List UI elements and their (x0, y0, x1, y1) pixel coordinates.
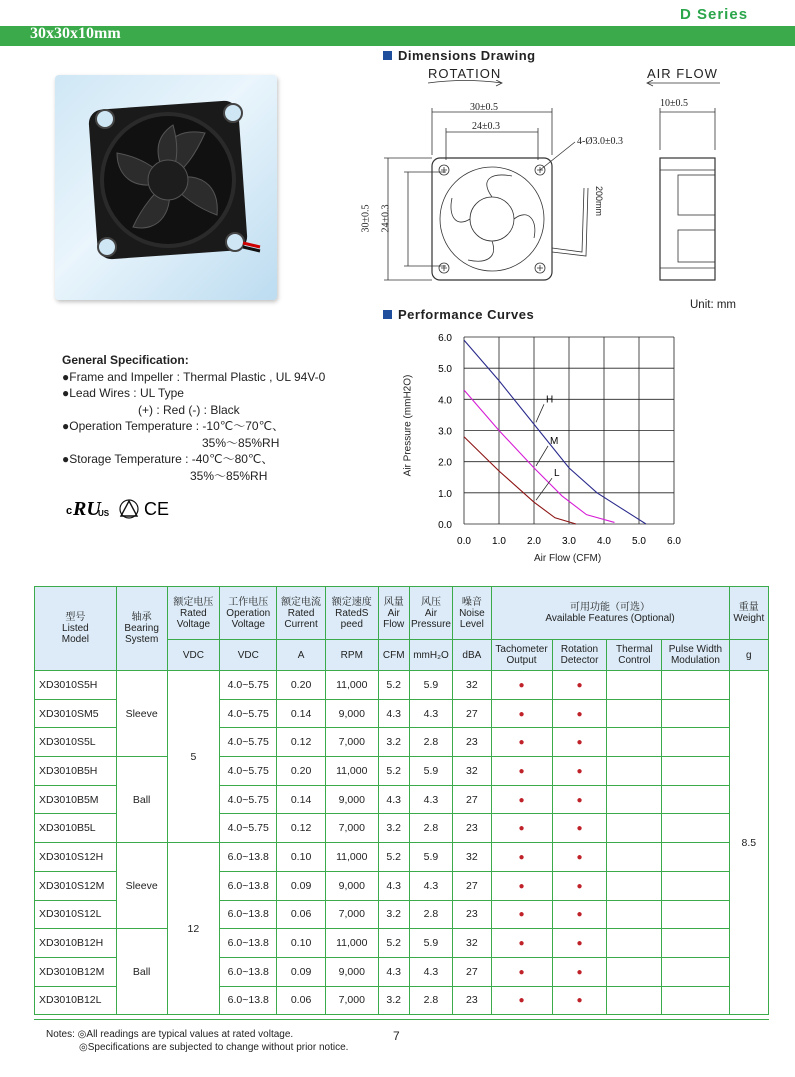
chart-xlabel: Air Flow (CFM) (534, 553, 602, 564)
feature-dot-icon: ● (518, 823, 525, 835)
feature-dot-icon: ● (518, 851, 525, 863)
cell-noise: 32 (453, 843, 491, 872)
cell-air-flow: 5.2 (378, 843, 409, 872)
cell-current: 0.06 (277, 900, 326, 929)
cell-speed: 11,000 (325, 671, 378, 700)
cell-current: 0.10 (277, 929, 326, 958)
cell-speed: 11,000 (325, 843, 378, 872)
performance-chart (400, 326, 700, 571)
cell-noise: 23 (453, 900, 491, 929)
cell-operation-voltage: 4.0~5.75 (220, 699, 277, 728)
spec-table-body (35, 671, 769, 1015)
cell-rotation-detector (552, 814, 607, 843)
cell-operation-voltage: 6.0~13.8 (220, 986, 277, 1015)
spec-op-rh: 35%～85%RH (202, 435, 280, 450)
cell-operation-voltage: 4.0~5.75 (220, 785, 277, 814)
feature-dot-icon: ● (576, 823, 583, 835)
feat-rotation-detector: Rotation Detector (552, 640, 607, 671)
cell-pwm (662, 728, 729, 757)
cell-current: 0.20 (277, 757, 326, 786)
unit-noise-level: dBA (453, 640, 491, 671)
cell-bearing: Sleeve (116, 671, 167, 757)
dim-height-30: 30±0.5 (360, 204, 372, 233)
unit-rated-speed: RPM (325, 640, 378, 671)
cell-operation-voltage: 6.0~13.8 (220, 957, 277, 986)
chart-lines (464, 340, 646, 524)
cell-model: XD3010S12H (35, 843, 117, 872)
col-air-flow: 风量 Air Flow (378, 587, 409, 640)
cell-speed: 7,000 (325, 728, 378, 757)
col-air-pressure: 风压 Air Pressure (409, 587, 452, 640)
cell-operation-voltage: 6.0~13.8 (220, 929, 277, 958)
cell-noise: 27 (453, 957, 491, 986)
cell-pressure: 2.8 (409, 986, 452, 1015)
cell-pressure: 2.8 (409, 728, 452, 757)
spec-op-temp: ●Operation Temperature : -10℃～70℃、 (62, 419, 285, 433)
cell-pwm (662, 843, 729, 872)
cell-operation-voltage: 4.0~5.75 (220, 671, 277, 700)
cell-tachometer (491, 671, 552, 700)
cell-noise: 27 (453, 785, 491, 814)
cell-speed: 9,000 (325, 957, 378, 986)
feature-dot-icon: ● (518, 995, 525, 1007)
feature-dot-icon: ● (518, 880, 525, 892)
col-model: 型号 Listed Model (35, 587, 117, 671)
feature-dot-icon: ● (518, 708, 525, 720)
spec-lead: ●Lead Wires : UL Type (62, 386, 184, 400)
y-tick-label: 5.0 (438, 364, 452, 376)
cell-pressure: 5.9 (409, 757, 452, 786)
cell-thermal (607, 699, 662, 728)
series-label-h: H (546, 394, 554, 406)
note-1: Notes: ◎All readings are typical values at rated voltage. (46, 1029, 294, 1040)
col-noise-level: 噪音 Noise Level (453, 587, 491, 640)
cell-pressure: 4.3 (409, 699, 452, 728)
svg-text:c: c (66, 505, 73, 517)
unit-operation-voltage: VDC (220, 640, 277, 671)
cell-speed: 11,000 (325, 757, 378, 786)
cell-pwm (662, 757, 729, 786)
spec-heading: General Specification: (62, 353, 189, 367)
cell-rotation-detector (552, 929, 607, 958)
y-tick-label: 4.0 (438, 395, 452, 407)
cell-operation-voltage: 6.0~13.8 (220, 900, 277, 929)
unit-weight: g (729, 640, 768, 671)
cell-current: 0.09 (277, 871, 326, 900)
cell-tachometer (491, 900, 552, 929)
cell-air-flow: 5.2 (378, 757, 409, 786)
cell-air-flow: 4.3 (378, 871, 409, 900)
cell-speed: 11,000 (325, 929, 378, 958)
cell-model: XD3010S5H (35, 671, 117, 700)
cell-air-flow: 4.3 (378, 699, 409, 728)
spec-table (34, 586, 769, 1015)
cell-pressure: 5.9 (409, 843, 452, 872)
feature-dot-icon: ● (576, 737, 583, 749)
x-tick-label: 5.0 (632, 536, 646, 547)
notes (46, 1029, 348, 1054)
table-row (35, 843, 769, 872)
cell-rated-voltage: 5 (167, 671, 220, 843)
cell-speed: 7,000 (325, 986, 378, 1015)
cell-speed: 9,000 (325, 699, 378, 728)
cell-noise: 27 (453, 699, 491, 728)
cell-current: 0.20 (277, 671, 326, 700)
cell-rotation-detector (552, 757, 607, 786)
unit-rated-voltage: VDC (167, 640, 220, 671)
col-rated-current: 额定电流 Rated Current (277, 587, 326, 640)
dim-depth: 10±0.5 (660, 98, 688, 109)
cell-bearing: Sleeve (116, 843, 167, 929)
cell-rotation-detector (552, 871, 607, 900)
cell-thermal (607, 957, 662, 986)
svg-text:CE: CE (144, 499, 170, 519)
y-tick-label: 3.0 (438, 426, 452, 438)
cell-pressure: 4.3 (409, 785, 452, 814)
x-tick-label: 0.0 (457, 536, 471, 547)
x-tick-label: 1.0 (492, 536, 506, 547)
feature-dot-icon: ● (576, 995, 583, 1007)
cell-air-flow: 5.2 (378, 929, 409, 958)
feat-tachometer: Tachometer Output (491, 640, 552, 671)
y-tick-label: 6.0 (438, 333, 452, 344)
cell-rotation-detector (552, 957, 607, 986)
dim-holes: 4-Ø3.0±0.3 (577, 136, 624, 147)
x-tick-label: 6.0 (667, 536, 681, 547)
y-tick-label: 0.0 (438, 520, 452, 531)
col-bearing: 轴承 Bearing System (116, 587, 167, 671)
series-label: D Series (680, 6, 749, 23)
cell-speed: 9,000 (325, 785, 378, 814)
feat-pwm: Pulse Width Modulation (662, 640, 729, 671)
cell-rotation-detector (552, 986, 607, 1015)
cell-speed: 9,000 (325, 871, 378, 900)
feature-dot-icon: ● (576, 708, 583, 720)
spec-frame: ●Frame and Impeller : Thermal Plastic , UL 94V-0 (62, 369, 326, 384)
cell-weight: 8.5 (729, 671, 768, 1015)
series-label-m: M (550, 435, 559, 447)
cell-rotation-detector (552, 785, 607, 814)
feature-dot-icon: ● (518, 765, 525, 777)
cell-operation-voltage: 6.0~13.8 (220, 843, 277, 872)
general-spec (62, 352, 325, 484)
certification-marks (66, 496, 186, 525)
cell-pressure: 4.3 (409, 957, 452, 986)
rotation-label: ROTATION (428, 66, 502, 81)
cell-current: 0.12 (277, 728, 326, 757)
feature-dot-icon: ● (576, 880, 583, 892)
cell-rotation-detector (552, 728, 607, 757)
cell-noise: 23 (453, 986, 491, 1015)
feature-dot-icon: ● (576, 794, 583, 806)
cell-current: 0.06 (277, 986, 326, 1015)
fan-image (55, 75, 277, 300)
y-tick-label: 2.0 (438, 457, 452, 469)
cell-operation-voltage: 6.0~13.8 (220, 871, 277, 900)
cell-pressure: 2.8 (409, 814, 452, 843)
cell-thermal (607, 986, 662, 1015)
table-row (35, 757, 769, 786)
cell-noise: 32 (453, 671, 491, 700)
cell-noise: 23 (453, 728, 491, 757)
cell-pwm (662, 929, 729, 958)
series-leader (536, 404, 544, 422)
col-weight: 重量 Weight (729, 587, 768, 640)
y-tick-label: 1.0 (438, 488, 452, 500)
cell-rotation-detector (552, 671, 607, 700)
cell-air-flow: 4.3 (378, 785, 409, 814)
cell-tachometer (491, 957, 552, 986)
chart-grid (464, 337, 674, 524)
cell-tachometer (491, 785, 552, 814)
feat-thermal-control: Thermal Control (607, 640, 662, 671)
cell-pwm (662, 900, 729, 929)
cell-pwm (662, 871, 729, 900)
cell-thermal (607, 814, 662, 843)
ul-ce-logo-icon (66, 496, 186, 520)
cell-model: XD3010B12L (35, 986, 117, 1015)
feature-dot-icon: ● (576, 679, 583, 691)
cell-operation-voltage: 4.0~5.75 (220, 814, 277, 843)
cell-air-flow: 3.2 (378, 986, 409, 1015)
unit-air-pressure: mmH₂O (409, 640, 452, 671)
cell-air-flow: 5.2 (378, 671, 409, 700)
cell-model: XD3010S12M (35, 871, 117, 900)
col-features: 可用功能（可选） Available Features (Optional) (491, 587, 729, 640)
cell-model: XD3010B5M (35, 785, 117, 814)
dim-width-24: 24±0.3 (472, 121, 500, 132)
cell-pwm (662, 785, 729, 814)
performance-heading: Performance Curves (383, 307, 534, 322)
cell-rotation-detector (552, 699, 607, 728)
cell-speed: 7,000 (325, 900, 378, 929)
airflow-label: AIR FLOW (647, 66, 718, 81)
cell-noise: 27 (453, 871, 491, 900)
table-row (35, 929, 769, 958)
feature-dot-icon: ● (576, 938, 583, 950)
cell-thermal (607, 671, 662, 700)
cell-rotation-detector (552, 900, 607, 929)
cell-current: 0.09 (277, 957, 326, 986)
col-operation-voltage: 工作电压 Operation Voltage (220, 587, 277, 640)
feature-dot-icon: ● (518, 794, 525, 806)
cell-model: XD3010B12H (35, 929, 117, 958)
cell-operation-voltage: 4.0~5.75 (220, 728, 277, 757)
cell-model: XD3010B5L (35, 814, 117, 843)
feature-dot-icon: ● (518, 938, 525, 950)
x-tick-label: 2.0 (527, 536, 541, 547)
feature-dot-icon: ● (576, 851, 583, 863)
x-tick-label: 3.0 (562, 536, 576, 547)
cell-tachometer (491, 699, 552, 728)
cell-bearing: Ball (116, 757, 167, 843)
cell-model: XD3010S5L (35, 728, 117, 757)
cell-tachometer (491, 843, 552, 872)
cell-air-flow: 4.3 (378, 957, 409, 986)
chart-ticks (438, 333, 681, 547)
cell-bearing: Ball (116, 929, 167, 1015)
cell-tachometer (491, 986, 552, 1015)
cell-tachometer (491, 728, 552, 757)
cell-air-flow: 3.2 (378, 900, 409, 929)
unit-air-flow: CFM (378, 640, 409, 671)
series-line-l (464, 437, 576, 524)
feature-dot-icon: ● (518, 966, 525, 978)
svg-text:RU: RU (73, 498, 101, 520)
cell-pressure: 5.9 (409, 671, 452, 700)
dim-width-30: 30±0.5 (470, 102, 498, 113)
cell-tachometer (491, 871, 552, 900)
cell-pwm (662, 957, 729, 986)
cell-current: 0.12 (277, 814, 326, 843)
cell-operation-voltage: 4.0~5.75 (220, 757, 277, 786)
cell-pressure: 2.8 (409, 900, 452, 929)
cell-current: 0.14 (277, 699, 326, 728)
cell-tachometer (491, 757, 552, 786)
cell-thermal (607, 900, 662, 929)
svg-text:US: US (98, 509, 110, 518)
cell-noise: 23 (453, 814, 491, 843)
cell-pwm (662, 986, 729, 1015)
page-title: 30x30x10mm (30, 25, 121, 42)
cell-thermal (607, 871, 662, 900)
feature-dot-icon: ● (576, 966, 583, 978)
unit-label: Unit: mm (690, 299, 736, 311)
series-label-l: L (554, 468, 560, 480)
spec-storage-rh: 35%～85%RH (190, 468, 268, 483)
cell-model: XD3010B12M (35, 957, 117, 986)
chart-ylabel: Air Pressure (mmH2O) (402, 374, 414, 477)
cell-air-flow: 3.2 (378, 814, 409, 843)
table-row (35, 671, 769, 700)
cell-rated-voltage: 12 (167, 843, 220, 1015)
cell-thermal (607, 728, 662, 757)
spec-lead-colors: (+) : Red (-) : Black (138, 402, 240, 417)
col-rated-speed: 额定速度 RatedS peed (325, 587, 378, 640)
cell-air-flow: 3.2 (378, 728, 409, 757)
feature-dot-icon: ● (518, 737, 525, 749)
dimensions-heading: Dimensions Drawing (383, 48, 536, 63)
cell-thermal (607, 929, 662, 958)
page-number: 7 (393, 1029, 400, 1043)
cell-thermal (607, 843, 662, 872)
cell-model: XD3010B5H (35, 757, 117, 786)
cell-current: 0.10 (277, 843, 326, 872)
feature-dot-icon: ● (518, 909, 525, 921)
col-rated-voltage: 额定电压 Rated Voltage (167, 587, 220, 640)
cell-tachometer (491, 814, 552, 843)
cell-thermal (607, 757, 662, 786)
dim-height-24: 24±0.3 (380, 204, 392, 233)
table-bottom-rule (34, 1019, 769, 1020)
cell-model: XD3010S12L (35, 900, 117, 929)
cell-model: XD3010SM5 (35, 699, 117, 728)
feature-dot-icon: ● (576, 909, 583, 921)
spec-storage-temp: ●Storage Temperature : -40℃～80℃、 (62, 452, 274, 466)
cell-thermal (607, 785, 662, 814)
feature-dot-icon: ● (576, 765, 583, 777)
cell-current: 0.14 (277, 785, 326, 814)
x-tick-label: 4.0 (597, 536, 611, 547)
dimensions-drawing (370, 80, 770, 295)
cell-rotation-detector (552, 843, 607, 872)
cell-pwm (662, 814, 729, 843)
cell-tachometer (491, 929, 552, 958)
unit-rated-current: A (277, 640, 326, 671)
note-2: ◎Specifications are subjected to change without prior notice. (79, 1041, 349, 1053)
dim-lead-length: 200mm (594, 185, 605, 217)
cell-noise: 32 (453, 757, 491, 786)
cell-pressure: 4.3 (409, 871, 452, 900)
cell-speed: 7,000 (325, 814, 378, 843)
cell-pressure: 5.9 (409, 929, 452, 958)
series-line-h (464, 340, 646, 524)
series-leader (536, 478, 552, 500)
cell-noise: 32 (453, 929, 491, 958)
cell-pwm (662, 671, 729, 700)
series-leader (536, 446, 548, 466)
fan-photo (55, 75, 277, 300)
feature-dot-icon: ● (518, 679, 525, 691)
series-line-m (464, 390, 615, 522)
cell-pwm (662, 699, 729, 728)
